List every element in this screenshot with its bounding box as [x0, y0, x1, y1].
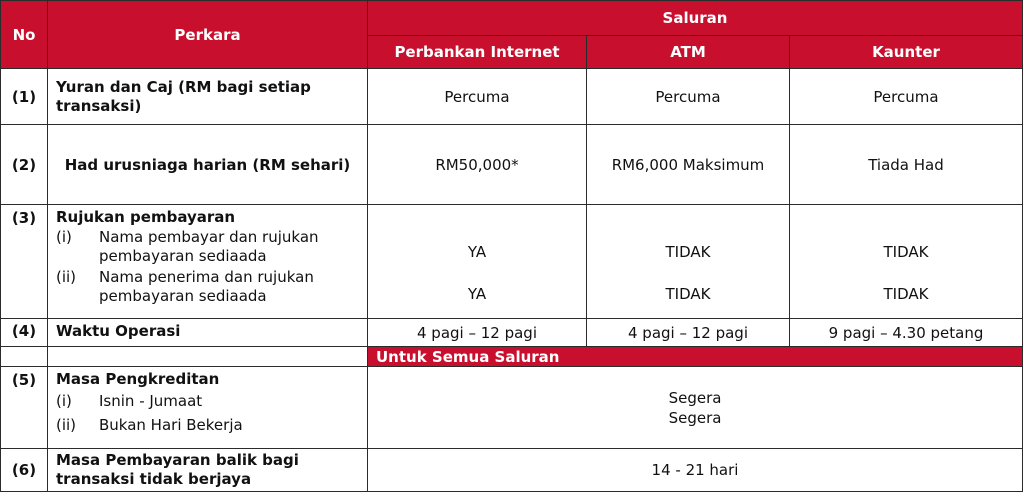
value-sub-1: YA [467, 243, 487, 261]
header-perkara: Perkara [48, 1, 368, 69]
value-atm [587, 205, 790, 319]
value-internet: RM50,000* [368, 125, 587, 205]
value-internet: Percuma [368, 69, 587, 125]
value-line-1: Segera [668, 388, 722, 407]
row-title: Yuran dan Caj (RM bagi setiap transaksi) [48, 69, 368, 125]
value-sub-2: TIDAK [665, 285, 711, 303]
sub-number: (i) [56, 228, 72, 246]
band-empty-title [48, 347, 368, 367]
row-number: (3) [1, 205, 48, 319]
row-number: (2) [1, 125, 48, 205]
row-title: Rujukan pembayaran [56, 208, 236, 226]
sub-number: (i) [56, 392, 72, 410]
band-empty-no [1, 347, 48, 367]
value-sub-1: TIDAK [883, 243, 929, 261]
value-internet [368, 205, 587, 319]
table-row [1, 319, 1023, 347]
row-content [48, 205, 368, 319]
row-title: Masa Pembayaran balik bagi transaksi tidak berjaya [48, 449, 368, 492]
value-atm: Percuma [587, 69, 790, 125]
value-line-2: Segera [668, 408, 722, 427]
value-sub-2: YA [467, 285, 487, 303]
row-title: Masa Pengkreditan [56, 370, 220, 388]
value-all-channels: 14 - 21 hari [368, 449, 1023, 492]
sub-item [56, 392, 367, 411]
header-no: No [1, 1, 48, 69]
sub-text: Isnin - Jumaat [99, 392, 203, 410]
sub-number: (ii) [56, 416, 77, 434]
table-row [1, 347, 1023, 367]
sub-item [56, 268, 367, 306]
value-counter: Percuma [790, 69, 1023, 125]
sub-text: Bukan Hari Bekerja [99, 416, 243, 434]
value-sub-2: TIDAK [883, 285, 929, 303]
row-number: (1) [1, 69, 48, 125]
table-row [1, 205, 1023, 319]
value-atm: RM6,000 Maksimum [587, 125, 790, 205]
row-title: Waktu Operasi [48, 319, 368, 347]
sub-number: (ii) [56, 268, 77, 286]
value-counter: Tiada Had [790, 125, 1023, 205]
header-saluran: Saluran [368, 1, 1023, 36]
row-title: Had urusniaga harian (RM sehari) [48, 125, 368, 205]
row-number: (4) [1, 319, 48, 347]
sub-item [56, 416, 367, 435]
row-number: (6) [1, 449, 48, 492]
row-content [48, 367, 368, 449]
row-number: (5) [1, 367, 48, 449]
value-internet: 4 pagi – 12 pagi [368, 319, 587, 347]
header-channel-internet: Perbankan Internet [368, 36, 587, 69]
value-sub-1: TIDAK [665, 243, 711, 261]
table-row [1, 69, 1023, 125]
sub-text: Nama pembayar dan rujukan pembayaran sediaada [99, 228, 319, 265]
header-channel-atm: ATM [587, 36, 790, 69]
header-channel-counter: Kaunter [790, 36, 1023, 69]
all-channels-band: Untuk Semua Saluran [368, 347, 1023, 367]
sub-text: Nama penerima dan rujukan pembayaran sediaada [99, 268, 314, 305]
sub-item [56, 228, 367, 266]
value-counter [790, 205, 1023, 319]
value-counter: 9 pagi – 4.30 petang [790, 319, 1023, 347]
value-all-channels [368, 367, 1023, 449]
table-row [1, 367, 1023, 449]
table-row [1, 449, 1023, 492]
table-row [1, 125, 1023, 205]
value-atm: 4 pagi – 12 pagi [587, 319, 790, 347]
